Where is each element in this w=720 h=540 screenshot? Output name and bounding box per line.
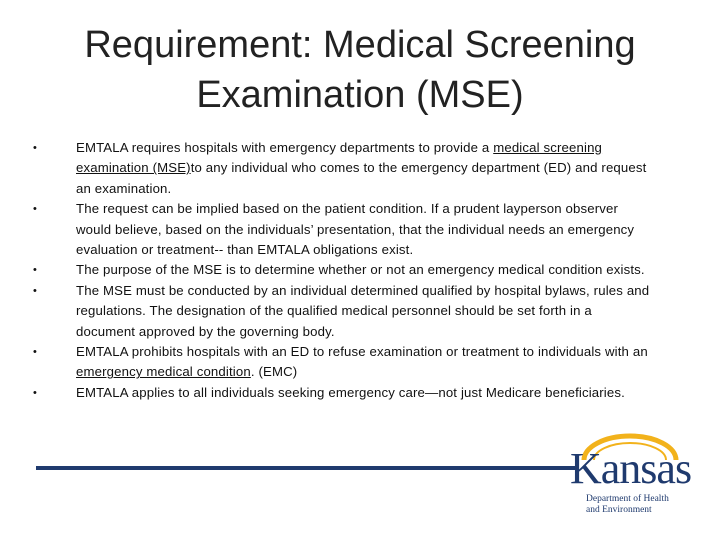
logo-subtitle [586,494,669,515]
bullet-text-pre: EMTALA requires hospitals with emergency departments to provide a [76,140,494,155]
bullet-text: The MSE must be conducted by an individual determined qualified by hospital bylaws, rules and regulations. The designation of the qualified medical personnel should be set forth in a document approved by the governing body. [76,282,650,339]
bullet-text: The purpose of the MSE is to determine whether or not an emergency medical condition exists. [76,262,645,278]
bullet-marker: • [33,346,38,359]
bullet-marker: • [33,284,38,297]
kdhe-logo [560,432,690,522]
slide-title-line-2: Examination (MSE) [196,74,524,116]
slide-title [40,20,680,120]
bullet-item [0,383,720,403]
bullet-list [0,138,720,403]
logo-wordmark: Kansas [570,444,692,493]
bullet-marker: • [33,203,38,216]
bullet-item [0,342,720,383]
bullet-item [0,281,720,342]
bullet-marker: • [33,264,38,277]
bullet-text-pre: EMTALA prohibits hospitals with an ED to refuse examination or treatment to individuals with an [76,344,648,360]
bullet-marker: • [33,142,38,154]
logo-subtitle-line-1: Department of Health [586,494,669,504]
footer-rule [36,466,576,470]
bullet-item [0,260,720,280]
bullet-item [0,199,720,260]
bullet-marker: • [33,386,38,399]
bullet-text-post: . (EMC) [250,364,298,380]
bullet-text-post: to any individual who comes to the emergency department (ED) and request an examination. [76,160,647,196]
bullet-text: EMTALA applies to all individuals seeking emergency care—not just Medicare beneficiaries. [76,384,625,400]
emc-link[interactable]: emergency medical condition [76,364,251,380]
bullet-text: The request can be implied based on the patient condition. If a prudent layperson observer would believe, based on the individuals’ presentation, that the individual needs an emergency evaluation or treatment-- than EMTALA obligations exist. [76,201,635,258]
bullet-item [0,138,720,199]
mse-link[interactable]: medical screening examination (MSE) [76,140,603,176]
slide-title-line-1: Requirement: Medical Screening [84,24,636,66]
logo-subtitle-line-2: and Environment [586,504,652,515]
